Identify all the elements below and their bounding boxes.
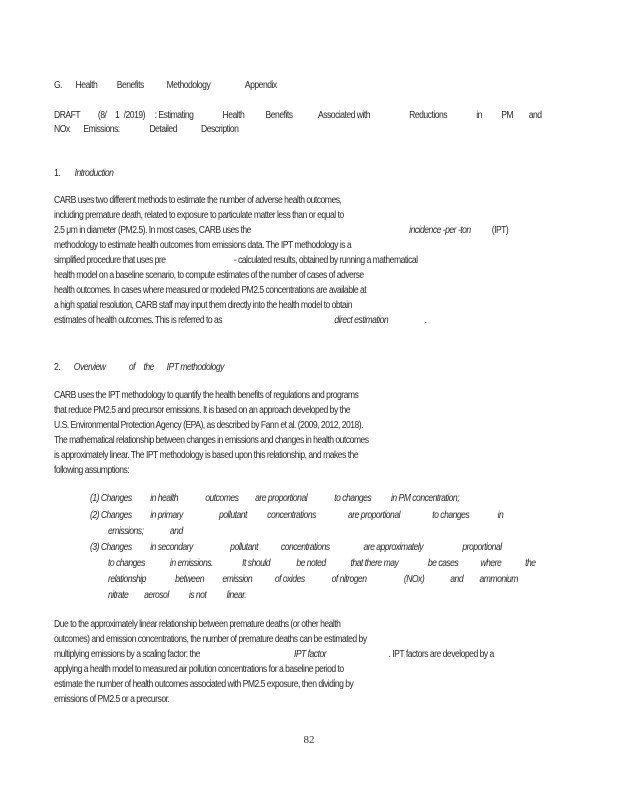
intro-line: health model on a baseline scenario, to compute estimates of the number of cases of adverse (54, 270, 364, 281)
closing-line: Due to the approximately linear relationship between premature deaths (or other health (54, 619, 341, 630)
page-number: 82 (303, 734, 315, 746)
overview-line: is approximately linear. The IPT methodology is based upon this relationship, and makes the (54, 450, 359, 461)
intro-line: methodology to estimate health outcomes from emissions data. The IPT methodology is a (54, 240, 352, 251)
overview-line: following assumptions: (54, 465, 130, 476)
closing-line: applying a health model to measured air pollution concentrations for a baseline period to (54, 664, 344, 675)
intro-line: CARB uses two different methods to estimate the number of adverse health outcomes, (54, 195, 342, 206)
overview-line: CARB uses the IPT methodology to quantify the health benefits of regulations and programs (54, 390, 359, 401)
closing-line: emissions of PM2.5 or a precursor. (54, 694, 170, 705)
closing-line: estimate the number of health outcomes associated with PM2.5 exposure, then dividing by (54, 679, 354, 690)
overview-line: The mathematical relationship between changes in emissions and changes in health outcomes (54, 435, 369, 446)
overview-line: U.S. Environmental Protection Agency (EPA), as described by Fann et al. (2009, 2012, 2018). (54, 420, 364, 431)
overview-line: that reduce PM2.5 and precursor emissions. It is based on an approach developed by the (54, 405, 351, 416)
intro-line: a high spatial resolution, CARB staff may input them directly into the health model to obtain (54, 300, 352, 311)
closing-line: outcomes) and emission concentrations, the number of premature deaths can be estimated by (54, 634, 367, 645)
intro-line: including premature death, related to exposure to particulate matter less than or equal to (54, 210, 344, 221)
intro-line: health outcomes. In cases where measured or modeled PM2.5 concentrations are available at (54, 285, 367, 296)
